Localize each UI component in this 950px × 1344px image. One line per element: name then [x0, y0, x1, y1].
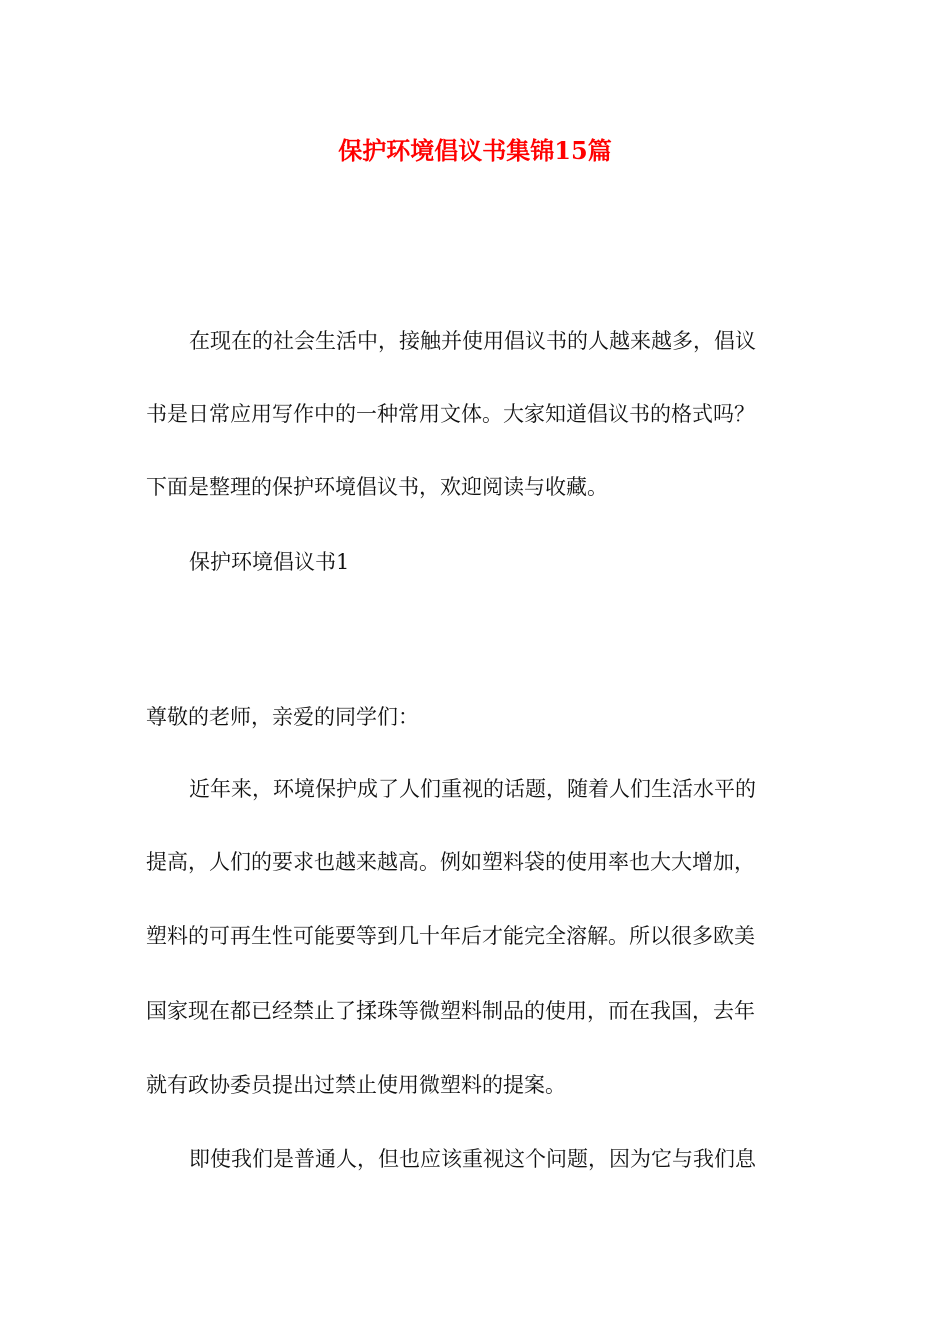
paragraph-line: 在现在的社会生活中，接触并使用倡议书的人越来越多，倡议 [189, 329, 756, 353]
paragraph-line: 下面是整理的保护环境倡议书，欢迎阅读与收藏。 [146, 475, 608, 499]
section-heading: 保护环境倡议书1 [189, 550, 350, 574]
paragraph-line: 提高，人们的要求也越来越高。例如塑料袋的使用率也大大增加， [146, 850, 755, 874]
document-title: 保护环境倡议书集锦15篇 [338, 136, 612, 165]
paragraph-line: 塑料的可再生性可能要等到几十年后才能完全溶解。所以很多欧美 [146, 924, 755, 948]
salutation-line: 尊敬的老师，亲爱的同学们： [146, 705, 419, 729]
paragraph-line: 书是日常应用写作中的一种常用文体。大家知道倡议书的格式吗？ [146, 402, 755, 426]
paragraph-line: 国家现在都已经禁止了揉珠等微塑料制品的使用，而在我国，去年 [146, 999, 755, 1023]
paragraph-line: 即使我们是普通人，但也应该重视这个问题，因为它与我们息 [189, 1147, 756, 1171]
paragraph-line: 就有政协委员提出过禁止使用微塑料的提案。 [146, 1073, 566, 1097]
paragraph-line: 近年来，环境保护成了人们重视的话题，随着人们生活水平的 [189, 777, 756, 801]
